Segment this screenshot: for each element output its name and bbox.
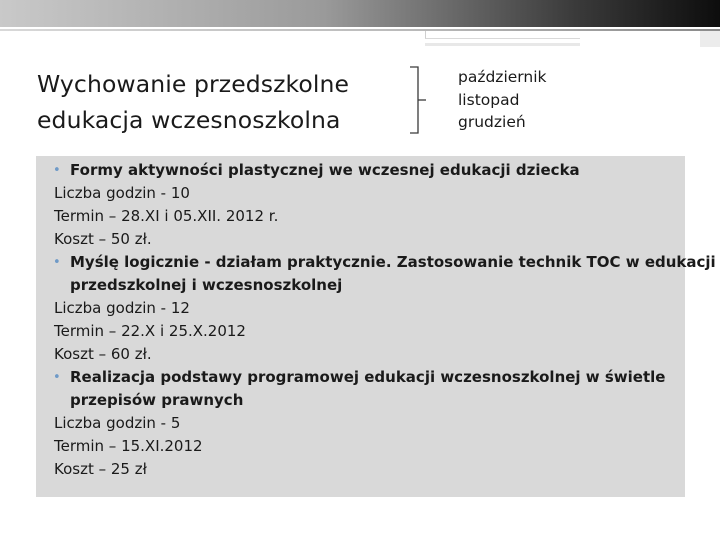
course-term: Termin – 22.X i 25.X.2012 xyxy=(54,322,246,340)
accent-decoration xyxy=(425,31,580,39)
course-name-line: przepisów prawnych xyxy=(70,391,244,409)
course-term: Termin – 28.XI i 05.XII. 2012 r. xyxy=(54,207,279,225)
title-line-1: Wychowanie przedszkolne xyxy=(37,70,350,98)
course-cost: Koszt – 25 zł xyxy=(54,460,147,478)
bullet-icon: • xyxy=(53,370,61,385)
bullet-icon: • xyxy=(53,163,61,178)
course-hours: Liczba godzin - 12 xyxy=(54,299,190,317)
top-decorative-line xyxy=(0,29,720,31)
month-item: październik xyxy=(458,68,547,86)
corner-decoration xyxy=(700,31,720,47)
course-name-line: Myślę logicznie - działam praktycznie. Zastosowanie technik TOC w edukacji xyxy=(70,253,716,271)
bullet-icon: • xyxy=(53,255,61,270)
course-hours: Liczba godzin - 5 xyxy=(54,414,181,432)
course-hours: Liczba godzin - 10 xyxy=(54,184,190,202)
course-title xyxy=(53,251,716,297)
slide-title xyxy=(37,66,417,138)
bracket-connector xyxy=(406,66,428,136)
course-name-line: Realizacja podstawy programowej edukacji wczesnoszkolnej w świetle xyxy=(70,368,666,386)
course-list xyxy=(53,159,716,481)
course-name-line: przedszkolnej i wczesnoszkolnej xyxy=(70,276,343,294)
course-cost: Koszt – 60 zł. xyxy=(54,345,152,363)
accent-decoration-strip xyxy=(425,43,580,46)
top-decorative-band xyxy=(0,0,720,27)
course-cost: Koszt – 50 zł. xyxy=(54,230,152,248)
course-title xyxy=(54,159,679,182)
month-item: grudzień xyxy=(458,113,526,131)
course-term: Termin – 15.XI.2012 xyxy=(54,437,203,455)
course-title xyxy=(54,366,679,412)
month-item: listopad xyxy=(458,90,520,109)
title-line-2: edukacja wczesnoszkolna xyxy=(37,106,341,134)
course-name-line: Formy aktywności plastycznej we wczesnej edukacji dziecka xyxy=(70,161,580,179)
months-list xyxy=(458,66,547,134)
